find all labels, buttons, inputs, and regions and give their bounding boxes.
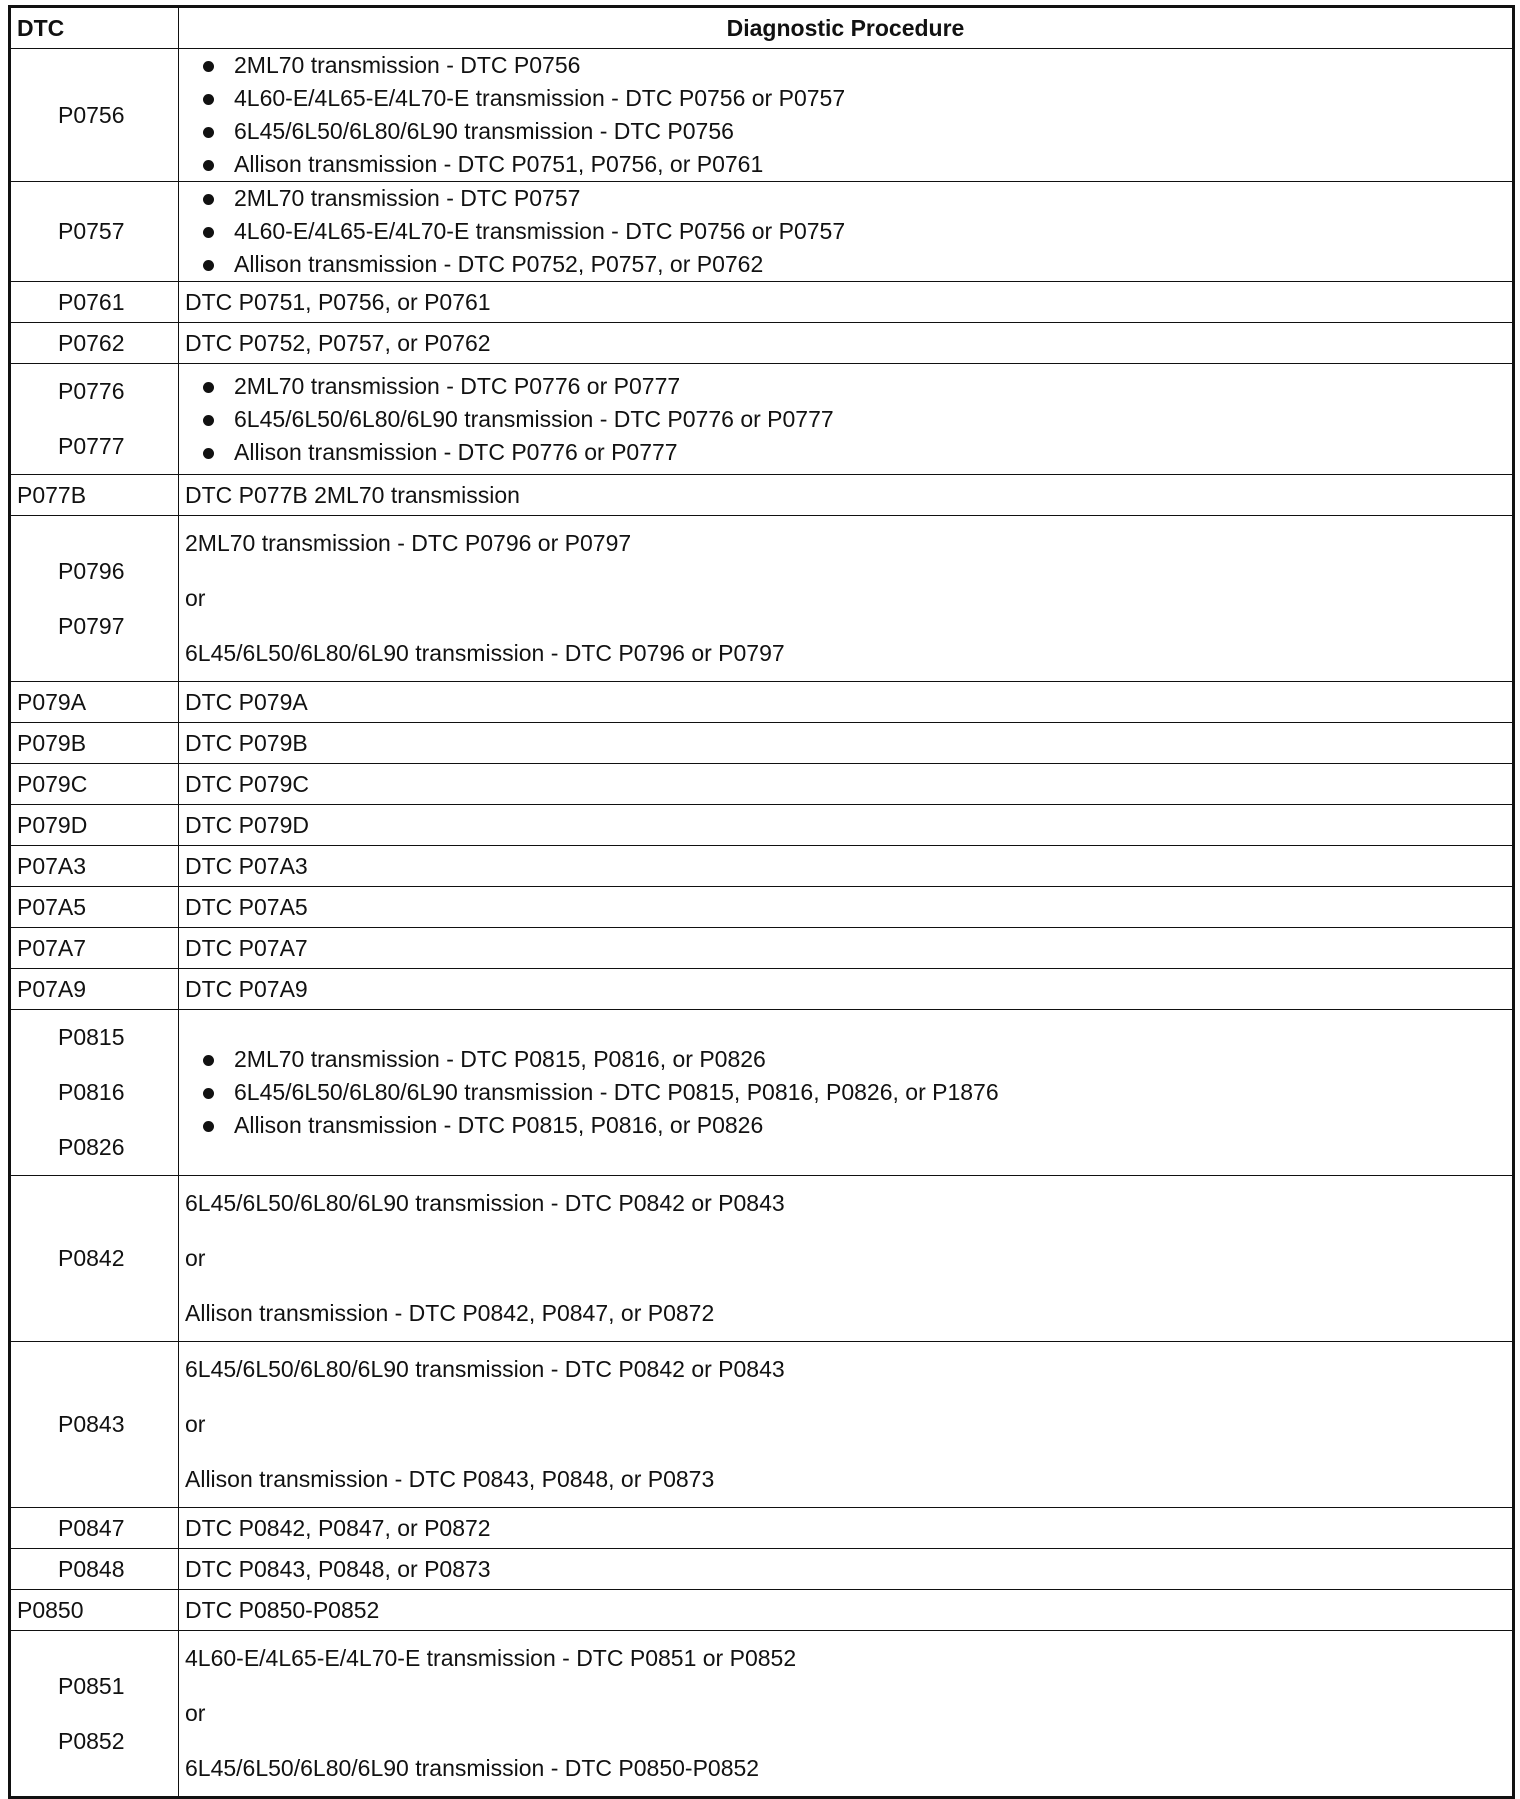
dtc-code: P0847 [58, 1514, 125, 1541]
procedure-text: 2ML70 transmission - DTC P0796 or P0797 [185, 530, 632, 556]
dtc-code: P0851 [58, 1672, 125, 1699]
table-row [10, 928, 1514, 969]
dtc-code-cell [10, 1508, 179, 1549]
dtc-code: P0756 [58, 101, 125, 128]
procedure-text: DTC P0751, P0756, or P0761 [185, 288, 491, 315]
list-item [185, 49, 1506, 82]
procedure-text: 6L45/6L50/6L80/6L90 transmission - DTC P0842 or P0843 [185, 1190, 785, 1216]
dtc-code: P0815 [58, 1024, 125, 1050]
diagnostic-procedure-cell [179, 1631, 1514, 1798]
table-row [10, 1508, 1514, 1549]
bullet-icon [203, 415, 214, 426]
dtc-code-cell [10, 282, 179, 323]
procedure-text: 6L45/6L50/6L80/6L90 transmission - DTC P0850-P0852 [185, 1755, 760, 1781]
table-row [10, 475, 1514, 516]
dtc-code-cell [10, 1176, 179, 1342]
table-row [10, 1010, 1514, 1176]
procedure-bullet-list [185, 1043, 1506, 1142]
dtc-code-cell [10, 182, 179, 282]
table-row [10, 1549, 1514, 1590]
dtc-code: P0761 [58, 288, 125, 315]
diagnostic-procedure-cell [179, 764, 1514, 805]
dtc-code: P077B [17, 481, 87, 508]
table-row [10, 764, 1514, 805]
dtc-code-cell [10, 887, 179, 928]
table-row [10, 323, 1514, 364]
dtc-code-cell [10, 1010, 179, 1176]
dtc-code: P0848 [58, 1555, 125, 1582]
procedure-text: DTC P079C [185, 770, 309, 797]
procedure-text: DTC P0850-P0852 [185, 1596, 380, 1623]
dtc-code-cell [10, 1631, 179, 1798]
procedure-text: DTC P079D [185, 811, 309, 838]
bullet-icon [203, 1088, 214, 1099]
dtc-code: P0757 [58, 218, 125, 244]
diagnostic-procedure-cell [179, 182, 1514, 282]
procedure-text: DTC P0842, P0847, or P0872 [185, 1514, 491, 1541]
dtc-code: P0797 [58, 612, 125, 639]
diagnostic-procedure-cell [179, 475, 1514, 516]
dtc-table [8, 5, 1515, 1799]
dtc-code: P07A7 [17, 934, 87, 961]
dtc-table-container [8, 5, 1512, 1799]
diagnostic-procedure-cell [179, 887, 1514, 928]
table-row [10, 364, 1514, 475]
diagnostic-procedure-cell [179, 928, 1514, 969]
procedure-text: Allison transmission - DTC P0752, P0757, or P0762 [234, 251, 764, 277]
procedure-text: 6L45/6L50/6L80/6L90 transmission - DTC P0842 or P0843 [185, 1356, 785, 1382]
diagnostic-procedure-cell [179, 323, 1514, 364]
dtc-code: P0843 [58, 1411, 125, 1437]
list-item [185, 148, 1506, 181]
dtc-code-cell [10, 323, 179, 364]
table-row [10, 846, 1514, 887]
diagnostic-procedure-cell [179, 49, 1514, 182]
procedure-text: DTC P0752, P0757, or P0762 [185, 329, 491, 356]
procedure-text: or [185, 1700, 206, 1726]
diagnostic-procedure-cell [179, 1342, 1514, 1508]
diagnostic-procedure-cell [179, 682, 1514, 723]
table-row [10, 516, 1514, 682]
list-item [185, 182, 1506, 215]
diagnostic-procedure-cell [179, 846, 1514, 887]
procedure-text: 4L60-E/4L65-E/4L70-E transmission - DTC P0756 or P0757 [234, 218, 846, 244]
procedure-bullet-list [185, 182, 1506, 281]
diagnostic-procedure-cell [179, 1010, 1514, 1176]
list-item [185, 82, 1506, 115]
diagnostic-procedure-cell [179, 1549, 1514, 1590]
procedure-text: DTC P07A3 [185, 852, 308, 879]
procedure-text: or [185, 585, 206, 611]
bullet-icon [203, 227, 214, 238]
list-item [185, 248, 1506, 281]
list-item [185, 1076, 1506, 1109]
procedure-text: 2ML70 transmission - DTC P0815, P0816, or P0826 [234, 1046, 766, 1072]
bullet-icon [203, 127, 214, 138]
procedure-text: Allison transmission - DTC P0751, P0756, or P0761 [234, 151, 764, 177]
dtc-code: P0850 [17, 1596, 84, 1623]
dtc-code: P0777 [58, 433, 125, 459]
table-row [10, 969, 1514, 1010]
procedure-text: DTC P077B 2ML70 transmission [185, 481, 520, 508]
procedure-text: 6L45/6L50/6L80/6L90 transmission - DTC P0776 or P0777 [234, 405, 834, 432]
table-body [10, 49, 1514, 1798]
table-row [10, 1176, 1514, 1342]
diagnostic-procedure-cell [179, 805, 1514, 846]
dtc-code: P0842 [58, 1245, 125, 1271]
diagnostic-procedure-cell [179, 1508, 1514, 1549]
bullet-icon [203, 94, 214, 105]
procedure-text: 2ML70 transmission - DTC P0776 or P0777 [234, 372, 681, 399]
table-row [10, 49, 1514, 182]
diagnostic-procedure-cell [179, 723, 1514, 764]
dtc-code: P079A [17, 688, 87, 715]
dtc-code-cell [10, 1549, 179, 1590]
list-item [185, 1109, 1506, 1142]
table-row [10, 1631, 1514, 1798]
procedure-text: or [185, 1245, 206, 1271]
bullet-icon [203, 1121, 214, 1132]
list-item [185, 115, 1506, 148]
table-header-row [10, 7, 1514, 49]
dtc-code-cell [10, 928, 179, 969]
table-row [10, 723, 1514, 764]
procedure-text: 6L45/6L50/6L80/6L90 transmission - DTC P0796 or P0797 [185, 640, 785, 666]
diagnostic-procedure-cell [179, 1176, 1514, 1342]
list-item [185, 403, 1506, 436]
dtc-code: P0816 [58, 1079, 125, 1105]
dtc-code: P079D [17, 811, 88, 838]
column-header-procedure: Diagnostic Procedure [179, 7, 1514, 49]
dtc-code: P07A5 [17, 893, 87, 920]
dtc-code: P0762 [58, 329, 125, 356]
diagnostic-procedure-cell [179, 1590, 1514, 1631]
dtc-code: P0796 [58, 557, 125, 584]
dtc-code-cell [10, 1590, 179, 1631]
procedure-text: DTC P07A5 [185, 893, 308, 920]
procedure-bullet-list [185, 49, 1506, 181]
table-row [10, 182, 1514, 282]
diagnostic-procedure-cell [179, 364, 1514, 475]
procedure-text: 2ML70 transmission - DTC P0757 [234, 185, 581, 211]
procedure-text: 4L60-E/4L65-E/4L70-E transmission - DTC P0851 or P0852 [185, 1645, 797, 1671]
procedure-text: 2ML70 transmission - DTC P0756 [234, 52, 581, 78]
procedure-text: Allison transmission - DTC P0842, P0847, or P0872 [185, 1300, 715, 1326]
bullet-icon [203, 260, 214, 271]
procedure-text: 6L45/6L50/6L80/6L90 transmission - DTC P0815, P0816, P0826, or P1876 [234, 1079, 999, 1105]
procedure-text: 6L45/6L50/6L80/6L90 transmission - DTC P0756 [234, 118, 734, 144]
dtc-code-cell [10, 364, 179, 475]
diagnostic-procedure-cell [179, 969, 1514, 1010]
dtc-code-cell [10, 1342, 179, 1508]
list-item [185, 215, 1506, 248]
dtc-code: P079B [17, 729, 87, 756]
procedure-text: DTC P079A [185, 688, 308, 715]
dtc-code-cell [10, 846, 179, 887]
dtc-code: P0826 [58, 1134, 125, 1160]
list-item [185, 370, 1506, 403]
dtc-code: P07A3 [17, 852, 87, 879]
dtc-code-cell [10, 969, 179, 1010]
table-row [10, 282, 1514, 323]
table-row [10, 887, 1514, 928]
diagnostic-procedure-cell [179, 516, 1514, 682]
procedure-text: DTC P07A9 [185, 975, 308, 1002]
procedure-text: Allison transmission - DTC P0815, P0816, or P0826 [234, 1112, 764, 1138]
bullet-icon [203, 194, 214, 205]
dtc-code-cell [10, 516, 179, 682]
table-row [10, 805, 1514, 846]
procedure-bullet-list [185, 370, 1506, 469]
table-row [10, 1342, 1514, 1508]
table-row [10, 682, 1514, 723]
dtc-code-cell [10, 682, 179, 723]
procedure-text: Allison transmission - DTC P0843, P0848, or P0873 [185, 1466, 715, 1492]
procedure-text: DTC P0843, P0848, or P0873 [185, 1555, 491, 1582]
list-item [185, 1043, 1506, 1076]
table-row [10, 1590, 1514, 1631]
bullet-icon [203, 448, 214, 459]
bullet-icon [203, 61, 214, 72]
column-header-dtc: DTC [10, 7, 179, 49]
bullet-icon [203, 1055, 214, 1066]
dtc-code: P0776 [58, 378, 125, 404]
dtc-code: P07A9 [17, 975, 87, 1002]
bullet-icon [203, 382, 214, 393]
procedure-text: DTC P07A7 [185, 934, 308, 961]
procedure-text: Allison transmission - DTC P0776 or P0777 [234, 438, 678, 465]
list-item [185, 436, 1506, 469]
dtc-code-cell [10, 805, 179, 846]
dtc-code: P0852 [58, 1727, 125, 1754]
dtc-code-cell [10, 764, 179, 805]
procedure-text: 4L60-E/4L65-E/4L70-E transmission - DTC P0756 or P0757 [234, 85, 846, 111]
dtc-code-cell [10, 49, 179, 182]
bullet-icon [203, 160, 214, 171]
dtc-code-cell [10, 723, 179, 764]
diagnostic-procedure-cell [179, 282, 1514, 323]
procedure-text: DTC P079B [185, 729, 308, 756]
dtc-code: P079C [17, 770, 88, 797]
procedure-text: or [185, 1411, 206, 1437]
dtc-code-cell [10, 475, 179, 516]
